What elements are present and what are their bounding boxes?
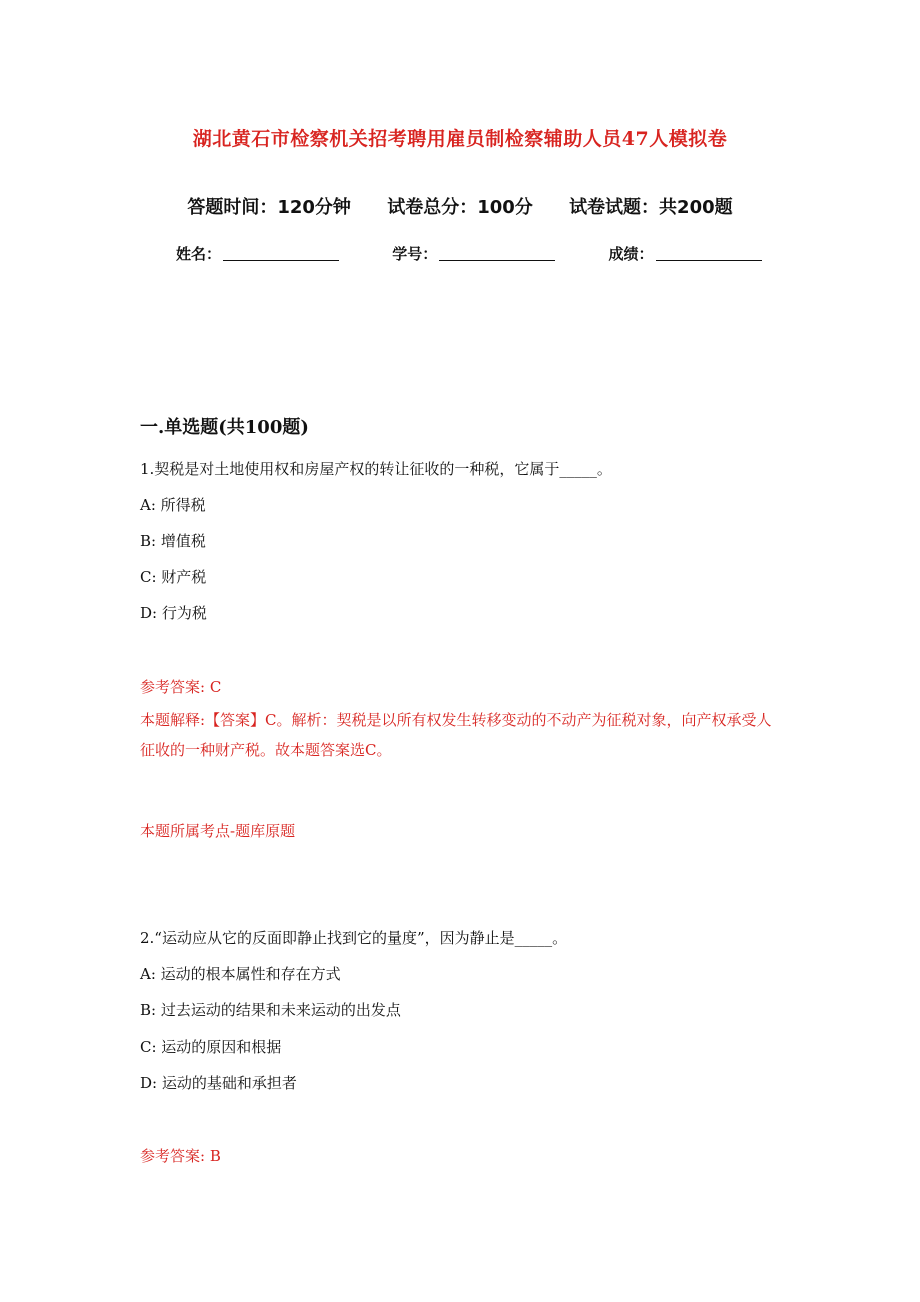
question-2-option-c: C: 运动的原因和根据	[140, 1038, 282, 1056]
score-label: 成绩：	[608, 245, 654, 263]
question-2-option-d: D: 运动的基础和承担者	[140, 1074, 297, 1092]
score-blank[interactable]	[656, 246, 762, 261]
exam-meta	[0, 193, 920, 219]
name-field	[176, 243, 339, 264]
question-1-source: 本题所属考点-题库原题	[140, 822, 296, 840]
question-1-option-c: C: 财产税	[140, 568, 207, 586]
exam-title: 湖北黄石市检察机关招考聘用雇员制检察辅助人员47人模拟卷	[192, 128, 728, 150]
question-1-stem: 1.契税是对土地使用权和房屋产权的转让征收的一种税，它属于_____。	[140, 460, 612, 478]
exam-total-score: 试卷总分：100分	[387, 197, 533, 218]
question-2-option-b: B: 过去运动的结果和未来运动的出发点	[140, 1001, 401, 1019]
question-2-answer: 参考答案: B	[140, 1147, 221, 1165]
question-1-explanation: 本题解释:【答案】C。解析：契税是以所有权发生转移变动的不动产为征税对象，向产权承受人征收的一种财产税。故本题答案选C。	[140, 711, 772, 759]
question-1-option-a: A: 所得税	[140, 496, 206, 514]
name-blank[interactable]	[223, 246, 339, 261]
section-heading: 一.单选题(共100题)	[140, 417, 309, 438]
exam-time: 答题时间：120分钟	[187, 197, 351, 218]
question-1-answer: 参考答案: C	[140, 678, 222, 696]
id-label: 学号：	[392, 245, 438, 263]
question-1-option-b: B: 增值税	[140, 532, 206, 550]
question-2-stem: 2.“运动应从它的反面即静止找到它的量度”，因为静止是_____。	[140, 929, 568, 947]
score-field	[609, 243, 762, 264]
id-blank[interactable]	[439, 246, 555, 261]
name-label: 姓名：	[176, 245, 222, 263]
question-2-option-a: A: 运动的根本属性和存在方式	[140, 965, 341, 983]
id-field	[392, 243, 555, 264]
exam-question-count: 试卷试题：共200题	[569, 197, 733, 218]
question-1-option-d: D: 行为税	[140, 604, 207, 622]
student-fields	[176, 243, 810, 264]
